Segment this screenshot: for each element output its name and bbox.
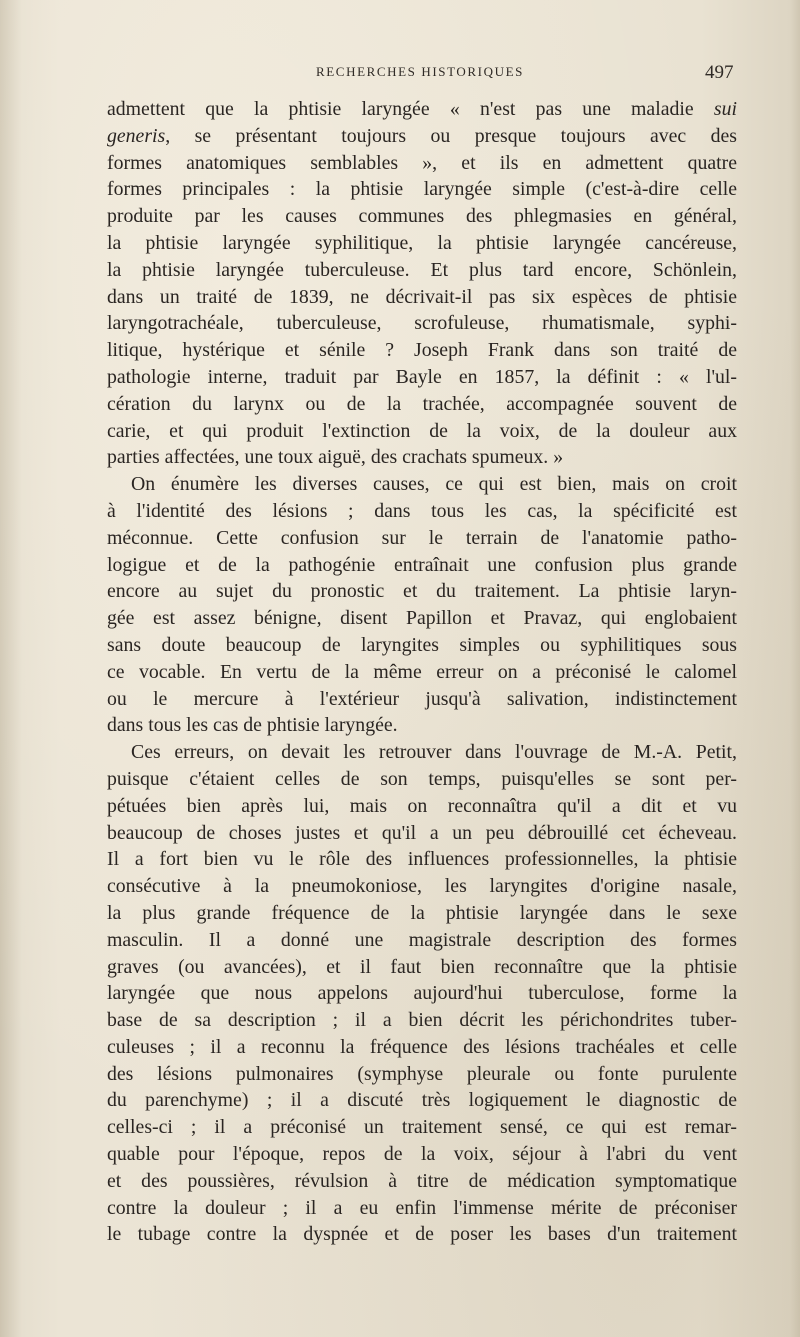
text-line: laryngée que nous appelons aujourd'hui tuberculose, forme la [107, 982, 737, 1005]
text-line: graves (ou avancées), et il faut bien reconnaître que la phtisie [107, 955, 737, 978]
text-line: puisque c'étaient celles de son temps, puisqu'elles se sont per- [107, 767, 737, 790]
text-line: la phtisie laryngée syphilitique, la phtisie laryngée cancéreuse, [107, 231, 737, 254]
text-line: des lésions pulmonaires (symphyse pleurale ou fonte purulente [107, 1062, 737, 1085]
page-number: 497 [705, 62, 734, 83]
text-line: pétuées bien après lui, mais on reconnaîtra qu'il a dit et vu [107, 794, 737, 817]
text-line: à l'identité des lésions ; dans tous les cas, la spécificité est [107, 499, 737, 522]
text-line: la phtisie laryngée tuberculeuse. Et plus tard encore, Schönlein, [107, 258, 737, 281]
text-line: dans un traité de 1839, ne décrivait-il pas six espèces de phtisie [107, 285, 737, 308]
text-line: admettent que la phtisie laryngée « n'est pas une maladie sui [107, 98, 737, 120]
text-line: masculin. Il a donné une magistrale description des formes [107, 928, 737, 951]
running-title: RECHERCHES HISTORIQUES [316, 64, 524, 79]
text-line: produite par les causes communes des phlegmasies en général, [107, 205, 737, 228]
text-line: encore au sujet du pronostic et du traitement. La phtisie laryn- [107, 580, 737, 603]
text-line: generis, se présentant toujours ou presque toujours avec des [107, 124, 737, 147]
text-line: contre la douleur ; il a eu enfin l'immense mérite de préconiser [107, 1196, 737, 1219]
italic-term: sui [713, 98, 737, 120]
text-line: consécutive à la pneumokoniose, les laryngites d'origine nasale, [107, 875, 737, 898]
text-line: sans doute beaucoup de laryngites simples ou syphilitiques sous [107, 633, 737, 656]
text-line: quable pour l'époque, repos de la voix, séjour à l'abri du vent [107, 1143, 737, 1166]
text-line: laryngotrachéale, tuberculeuse, scrofuleuse, rhumatismale, syphi- [107, 312, 737, 335]
text-line: le tubage contre la dyspnée et de poser les bases d'un traitement [107, 1223, 737, 1246]
text-line: Il a fort bien vu le rôle des influences professionnelles, la phtisie [107, 848, 737, 871]
text-line: la plus grande fréquence de la phtisie laryngée dans le sexe [107, 901, 737, 924]
text-line: gée est assez bénigne, disent Papillon et Pravaz, qui englobaient [107, 607, 737, 630]
text-line: Ces erreurs, on devait les retrouver dans l'ouvrage de M.-A. Petit, [131, 741, 737, 764]
text-line: du parenchyme) ; il a discuté très logiquement le diagnostic de [107, 1089, 737, 1112]
italic-term: generis [107, 124, 166, 147]
text-line: cération du larynx ou de la trachée, accompagnée souvent de [107, 392, 737, 415]
text-line: parties affectées, une toux aiguë, des crachats spumeux. » [107, 446, 564, 469]
text-line: beaucoup de choses justes et qu'il a un peu débrouillé cet écheveau. [107, 821, 737, 844]
page-header [0, 62, 800, 86]
text-line: culeuses ; il a reconnu la fréquence des lésions trachéales et celle [107, 1035, 737, 1058]
text-line: logigue et de la pathogénie entraînait une confusion plus grande [107, 553, 737, 576]
text-line: formes principales : la phtisie laryngée simple (c'est-à-dire celle [107, 178, 737, 201]
body-text [107, 96, 737, 1248]
text-line: pathologie interne, traduit par Bayle en 1857, la définit : « l'ul- [107, 365, 737, 388]
text-line: On énumère les diverses causes, ce qui est bien, mais on croit [131, 473, 737, 496]
text-line: litique, hystérique et sénile ? Joseph Frank dans son traité de [107, 339, 737, 362]
text-line: base de sa description ; il a bien décrit les périchondrites tuber- [107, 1009, 737, 1032]
text-line: et des poussières, révulsion à titre de médication symptomatique [107, 1169, 737, 1192]
text-line: formes anatomiques semblables », et ils en admettent quatre [107, 151, 737, 174]
text-line: ou le mercure à l'extérieur jusqu'à salivation, indistinctement [107, 687, 737, 710]
text-line: méconnue. Cette confusion sur le terrain de l'anatomie patho- [107, 526, 737, 549]
text-line: celles-ci ; il a préconisé un traitement sensé, ce qui est remar- [107, 1116, 737, 1139]
text-line: carie, et qui produit l'extinction de la voix, de la douleur aux [107, 419, 737, 442]
text-line: dans tous les cas de phtisie laryngée. [107, 714, 398, 737]
text-line: ce vocable. En vertu de la même erreur on a préconisé le calomel [107, 660, 737, 683]
